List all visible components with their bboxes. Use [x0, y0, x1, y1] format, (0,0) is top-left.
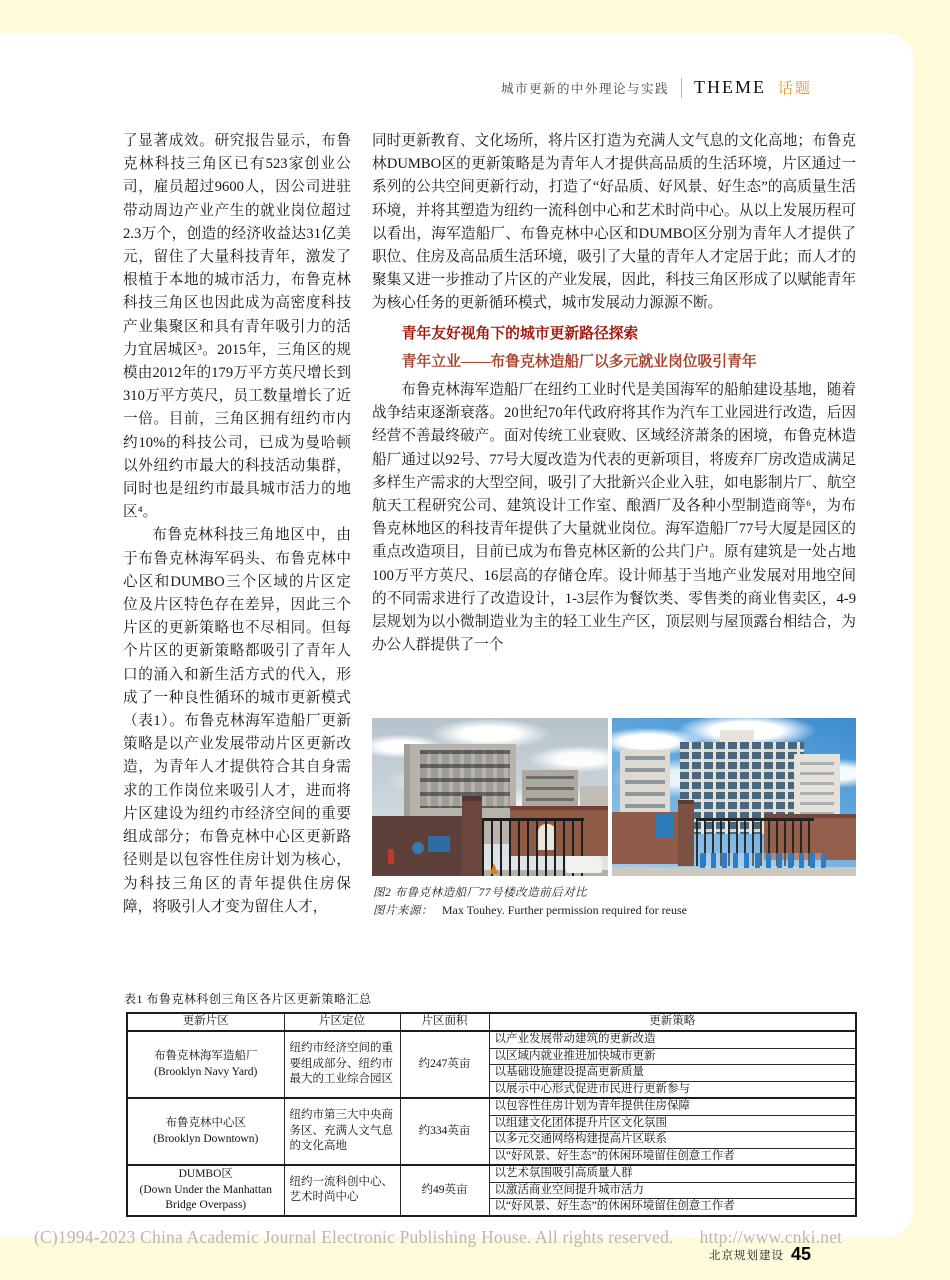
copyright-text: (C)1994-2023 China Academic Journal Electronic Publishing House. All rights reserved.	[34, 1227, 674, 1247]
strategy-cell: 以“好风景、好生态”的休闲环境留住创意工作者	[489, 1148, 856, 1165]
positioning-cell: 纽约一流科创中心、艺术时尚中心	[284, 1165, 400, 1216]
topic-label: 话题	[777, 81, 812, 97]
table-row	[127, 1165, 856, 1182]
header-divider	[681, 78, 682, 98]
district-name-en: (Brooklyn Downtown)	[153, 1132, 259, 1145]
photo-van	[566, 856, 602, 873]
strategy-cell: 以基础设施建设提高更新质量	[489, 1065, 856, 1082]
table-row	[127, 1031, 856, 1048]
strategy-cell: 以展示中心形式促进市民进行更新参与	[489, 1081, 856, 1098]
district-name-en: (Down Under the Manhattan Bridge Overpass)	[139, 1183, 273, 1211]
figure-photo-before	[372, 718, 608, 876]
strategy-cell: 以包容性住房计划为青年提供住房保障	[489, 1098, 856, 1115]
strategy-cell: 以多元交通网络构建提高片区联系	[489, 1132, 856, 1149]
area-cell: 约334英亩	[400, 1098, 489, 1165]
photo-person	[388, 849, 394, 864]
positioning-cell: 纽约市第三大中央商务区、充满人文气息的文化高地	[284, 1098, 400, 1165]
cnki-url: http://www.cnki.net	[699, 1227, 843, 1247]
table-row	[127, 1098, 856, 1115]
figure-source	[373, 902, 687, 918]
strategy-table	[126, 1012, 857, 1217]
figure-caption: 图2 布鲁克林造船厂77号楼改造前后对比	[373, 887, 588, 899]
journal-name: 北京规划建设	[708, 1249, 784, 1262]
col-header-strategy: 更新策略	[489, 1013, 856, 1031]
left-paragraph-1: 了显著成效。研究报告显示，布鲁克林科技三角区已有523家创业公司，雇员超过9600人，因公司进驻带动周边产业产生的就业岗位超过2.3万个，创造的经济收益达31亿美元，留住了大量科技青年，激发了根植于本地的城市活力，布鲁克林科技三角区也因此成为高密度科技产业集聚区和具有青年吸引力的活力宜居城区³。2015年，三角区的规模由2012年的179万平方英尺增长到310万平方英尺，员工数量增长了近一倍。目前，三角区拥有纽约市内约10%的科技公司，已成为曼哈顿以外纽约市最大的科技活动集群，同时也是纽约市最具城市活力的地区⁴。	[123, 133, 351, 521]
right-paragraph-2: 布鲁克林海军造船厂在纽约工业时代是美国海军的船舶建设基地，随着战争结束逐渐衰落。20世纪70年代政府将其作为汽车工业园进行改造，后因经营不善最终破产。面对传统工业衰败、区域经济萧条的困境，布鲁克林造船厂通过以92号、77号大厦改造为代表的更新项目，将废弃厂房改造成满足多样生产需求的大型空间，吸引了大批新兴企业入驻，如电影制片厂、航空航天工程研究公司、建筑设计工作室、酿酒厂及各种小型制造商等⁶，为布鲁克林地区的科技青年提供了大量就业岗位。海军造船厂77号大厦是园区的重点改造项目，目前已成为布鲁克林区新的公共门户。原有建筑是一处占地100万平方英尺、16层高的存储仓库。设计师基于当地产业发展对用地空间的不同需求进行了改造设计，1-3层作为餐饮类、零售类的商业售卖区，4-9层规划为以小微制造业为主的轻工业生产区，顶层则与屋顶露台相结合，为办公人群提供了一个	[372, 382, 856, 654]
section-title: 城市更新的中外理论与实践	[500, 81, 669, 96]
theme-label: THEME	[693, 77, 766, 97]
photo-sign-round	[412, 842, 424, 854]
figure-source-text: Max Touhey. Further permission required for reuse	[441, 903, 687, 917]
table-header-row	[127, 1013, 856, 1031]
area-cell: 约49英亩	[400, 1165, 489, 1216]
right-text-column	[372, 130, 856, 657]
positioning-cell: 纽约市经济空间的重要组成部分、纽约市最大的工业综合园区	[284, 1031, 400, 1098]
strategy-cell: 以区域内就业推进加快城市更新	[489, 1048, 856, 1065]
photo-sidewalk	[612, 867, 856, 876]
district-name: 布鲁克林中心区	[165, 1117, 246, 1129]
district-cell	[127, 1031, 284, 1098]
left-text-column	[123, 130, 351, 919]
page-sheet	[0, 33, 914, 1264]
photo-bike-rack	[700, 853, 826, 868]
figure-photo-after	[612, 718, 856, 876]
copyright-line	[34, 1227, 914, 1248]
col-header-district: 更新片区	[127, 1013, 284, 1031]
page-number: 45	[790, 1244, 811, 1264]
area-cell: 约247英亩	[400, 1031, 489, 1098]
left-paragraph-2: 布鲁克林科技三角地区中，由于布鲁克林海军码头、布鲁克林中心区和DUMBO三个区域的片区定位及片区特色存在差异，因此三个片区的更新策略也不尽相同。但每个片区的更新策略都吸引了青年人口的涌入和新生活方式的代入，形成了一种良性循环的城市更新模式（表1）。布鲁克林海军造船厂更新策略是以产业发展带动片区更新改造，为青年人才提供符合其自身需求的工作岗位来吸引人才，进而将片区建设为纽约市经济空间的重要组成部分；布鲁克林中心区更新路径则是以包容性住房计划为核心，为科技三角区的青年提供住房保障，将吸引人才变为留住人才，	[123, 527, 351, 915]
table-title: 表1 布鲁克林科创三角区各片区更新策略汇总	[124, 992, 372, 1006]
photo-sign	[656, 814, 674, 838]
strategy-cell: 以激活商业空间提升城市活力	[489, 1182, 856, 1199]
photo-gate-pillar	[462, 796, 482, 876]
photo-gate-pillar	[678, 800, 694, 866]
district-name: 布鲁克林海军造船厂	[154, 1050, 258, 1062]
page-header	[501, 77, 812, 98]
district-name: DUMBO区	[178, 1168, 233, 1180]
district-cell	[127, 1098, 284, 1165]
strategy-cell: 以“好风景、好生态”的休闲环境留住创意工作者	[489, 1199, 856, 1216]
col-header-positioning: 片区定位	[284, 1013, 400, 1031]
subsection-heading: 青年立业——布鲁克林造船厂以多元就业岗位吸引青年	[401, 353, 757, 370]
strategy-cell: 以组建文化团体提升片区文化氛围	[489, 1115, 856, 1132]
district-name-en: (Brooklyn Navy Yard)	[154, 1065, 258, 1078]
photo-sign	[428, 836, 450, 852]
section-heading: 青年友好视角下的城市更新路径探索	[401, 325, 639, 342]
strategy-cell: 以产业发展带动建筑的更新改造	[489, 1031, 856, 1048]
right-paragraph-1: 同时更新教育、文化场所，将片区打造为充满人文气息的文化高地；布鲁克林DUMBO区的更新策略是为青年人才提供高品质的生活环境，片区通过一系列的公共空间更新行动，打造了“好品质、好风景、好生态”的高质量生活环境，并将其塑造为纽约一流科创中心和艺术时尚中心。从以上发展历程可以看出，海军造船厂、布鲁克林中心区和DUMBO区分别为青年人才提供了职位、住房及高品质生活环境，吸引了大量的青年人才定居于此；而人才的聚集又进一步推动了片区的产业发展，因此，科技三角区形成了以赋能青年为核心任务的更新循环模式，城市发展动力源源不断。	[372, 133, 856, 312]
district-cell	[127, 1165, 284, 1216]
figure-source-label: 图片来源：	[373, 905, 433, 917]
strategy-cell: 以艺术氛围吸引高质量人群	[489, 1165, 856, 1182]
col-header-area: 片区面积	[400, 1013, 489, 1031]
